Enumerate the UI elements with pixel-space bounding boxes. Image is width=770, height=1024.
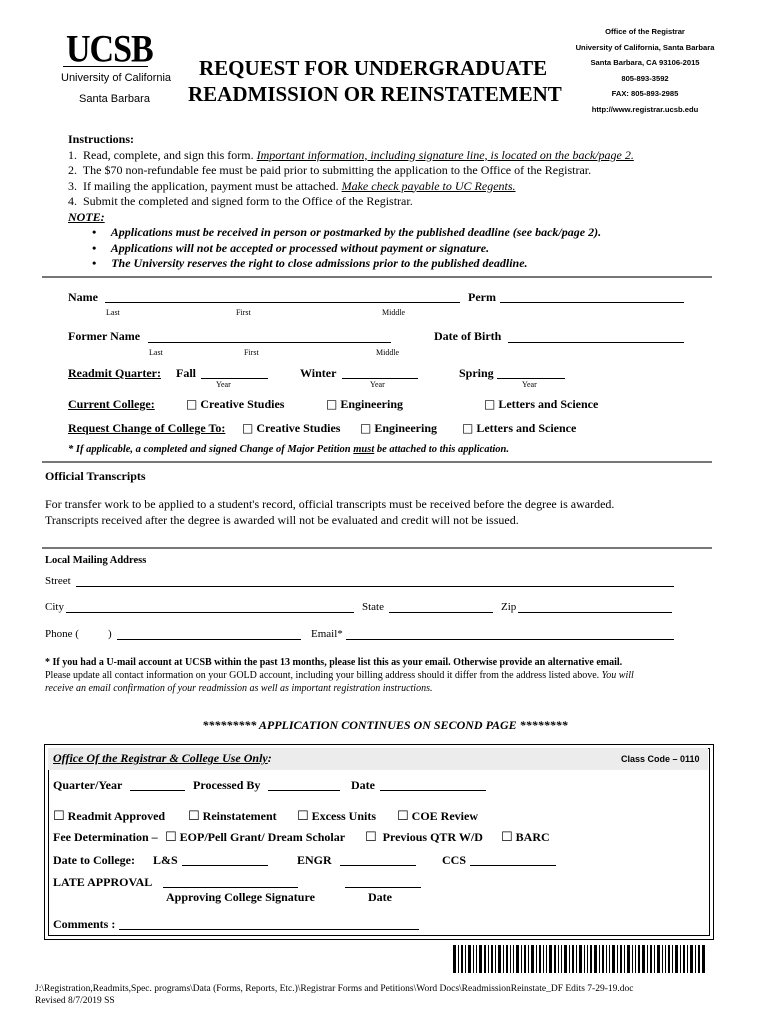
check-payable-note: Make check payable to UC Regents. — [341, 178, 516, 193]
current-letters-science-option[interactable]: □ Letters and Science — [484, 397, 599, 411]
instruction-item: 2. The $70 non-refundable fee must be paid prior to submitting the application to the Office of the Registrar. — [68, 163, 592, 177]
processed-by-label: Processed By — [193, 778, 261, 792]
date-field[interactable] — [380, 790, 486, 791]
registrar-contact — [560, 24, 730, 117]
first-caption: First — [236, 308, 251, 317]
checkbox-icon[interactable]: □ — [462, 421, 474, 435]
office-university: University of California, Santa Barbara — [575, 42, 715, 52]
year-caption: Year — [370, 380, 385, 389]
checkbox-icon[interactable]: ☐ — [501, 830, 513, 845]
previous-qtr-option[interactable]: ☐ Previous QTR W/D — [365, 830, 483, 845]
checkbox-icon[interactable]: □ — [326, 397, 338, 411]
major-petition-note: * If applicable, a completed and signed Change of Major Petition must be attached to this application. — [68, 444, 510, 455]
winter-year-field[interactable] — [342, 378, 418, 379]
instruction-item: 1. Read, complete, and sign this form. Important information, including signature line, is located on the back/page 2. — [68, 147, 634, 162]
quarter-year-field[interactable] — [130, 790, 185, 791]
transcripts-text: For transfer work to be applied to a student's record, official transcripts must be received before the degree is awarded. Transcripts received after the degree is awarded will not be evaluated and credit will not be issued. — [45, 497, 615, 527]
note-label: NOTE: — [68, 209, 105, 224]
approval-date-caption: Date — [368, 890, 392, 904]
dob-label: Date of Birth — [434, 329, 502, 343]
former-name-field[interactable] — [148, 342, 391, 343]
current-college-label: Current College: — [68, 397, 155, 411]
checkbox-icon[interactable]: ☐ — [397, 809, 409, 824]
note-item: • Applications will not be accepted or processed without payment or signature. — [92, 240, 490, 255]
comments-field[interactable] — [119, 929, 419, 930]
note-item: • Applications must be received in person or postmarked by the published deadline (see back/page 2). — [92, 225, 602, 239]
approval-date-field[interactable] — [345, 887, 421, 888]
divider — [42, 276, 712, 278]
instructions-section — [68, 132, 728, 272]
form-title-line1: REQUEST FOR UNDERGRADUATE — [199, 56, 548, 80]
form-title-line2: READMISSION OR REINSTATEMENT — [188, 82, 562, 106]
zip-field[interactable] — [518, 612, 672, 613]
office-url: http://www.registrar.ucsb.edu — [591, 104, 699, 114]
checkbox-icon[interactable]: ☐ — [297, 809, 309, 824]
office-use-heading: Office Of the Registrar & College Use Only: — [53, 751, 272, 765]
last-caption: Last — [106, 308, 120, 317]
class-code: Class Code – 0110 — [621, 754, 700, 764]
divider — [42, 547, 712, 549]
ccs-field[interactable] — [470, 865, 556, 866]
email-field[interactable] — [346, 639, 674, 640]
late-approval-label: LATE APPROVAL — [53, 875, 153, 889]
back-page-note: Important information, including signature line, is located on the back/page 2. — [256, 147, 634, 162]
office-phone: 805-893-3592 — [621, 73, 669, 83]
zip-label: Zip — [501, 601, 517, 613]
date-to-college-label: Date to College: — [53, 853, 135, 867]
transcripts-heading: Official Transcripts — [45, 469, 146, 483]
middle-caption: Middle — [382, 308, 406, 317]
name-field[interactable] — [105, 302, 460, 303]
office-name: Office of the Registrar — [605, 27, 685, 36]
quarter-year-label: Quarter/Year — [53, 778, 123, 792]
instructions-heading: Instructions: — [68, 132, 135, 146]
phone-paren: ) — [108, 628, 112, 640]
fee-determination-label: Fee Determination – — [53, 830, 158, 844]
name-label: Name — [68, 290, 98, 304]
first-caption: First — [244, 348, 259, 357]
divider — [42, 461, 712, 463]
state-label: State — [362, 601, 384, 613]
former-name-label: Former Name — [68, 329, 141, 343]
checkbox-icon[interactable]: □ — [360, 421, 372, 435]
engr-field[interactable] — [340, 865, 416, 866]
continues-note: ********* APPLICATION CONTINUES ON SECOND PAGE ******** — [202, 718, 568, 732]
ls-field[interactable] — [182, 865, 268, 866]
checkbox-icon[interactable]: ☐ — [53, 809, 65, 824]
change-college-label: Request Change of College To: — [68, 421, 226, 435]
state-field[interactable] — [389, 612, 493, 613]
instruction-item: 3. If mailing the application, payment must be attached. Make check payable to UC Regents. — [68, 178, 516, 193]
ccs-label: CCS — [442, 853, 467, 867]
footer — [35, 983, 755, 1007]
email-label: Email* — [311, 628, 343, 640]
coe-review-option[interactable]: ☐ COE Review — [397, 809, 478, 824]
barc-option[interactable]: ☐ BARC — [501, 830, 550, 845]
change-creative-studies-option[interactable]: □ Creative Studies — [242, 421, 341, 435]
campus-name: Santa Barbara — [79, 93, 150, 105]
office-address: Santa Barbara, CA 93106-2015 — [590, 58, 700, 67]
approving-signature-caption: Approving College Signature — [166, 890, 315, 904]
dob-field[interactable] — [508, 342, 684, 343]
last-caption: Last — [149, 348, 163, 357]
ucsb-logo: UCSB — [66, 28, 153, 71]
processed-by-field[interactable] — [268, 790, 340, 791]
perm-field[interactable] — [500, 302, 684, 303]
date-label: Date — [351, 778, 375, 792]
fall-label: Fall — [176, 366, 196, 380]
checkbox-icon[interactable]: □ — [186, 397, 198, 411]
current-engineering-option[interactable]: □ Engineering — [326, 397, 404, 411]
instruction-item: 4. Submit the completed and signed form to the Office of the Registrar. — [68, 194, 413, 208]
reinstatement-option[interactable]: ☐ Reinstatement — [188, 809, 277, 824]
fall-year-field[interactable] — [201, 378, 268, 379]
bullet-icon: • — [92, 225, 97, 239]
readmit-approved-option[interactable]: ☐ Readmit Approved — [53, 809, 166, 824]
eop-option[interactable]: ☐ EOP/Pell Grant/ Dream Scholar — [165, 830, 346, 845]
logo-underline — [63, 66, 148, 67]
change-engineering-option[interactable]: □ Engineering — [360, 421, 438, 435]
bullet-icon: • — [92, 256, 97, 270]
checkbox-icon[interactable]: ☐ — [365, 830, 377, 845]
note-item: • The University reserves the right to close admissions prior to the published deadline. — [92, 256, 528, 270]
readmit-quarter-label: Readmit Quarter: — [68, 366, 161, 380]
barcode-image — [453, 945, 705, 973]
street-field[interactable] — [76, 586, 674, 587]
year-caption: Year — [522, 380, 537, 389]
checkbox-icon[interactable]: ☐ — [165, 830, 177, 845]
middle-caption: Middle — [376, 348, 400, 357]
bullet-icon: • — [92, 240, 97, 255]
change-letters-science-option[interactable]: □ Letters and Science — [462, 421, 577, 435]
engr-label: ENGR — [297, 853, 332, 867]
city-label: City — [45, 601, 64, 613]
checkbox-icon[interactable]: □ — [484, 397, 496, 411]
phone-field[interactable] — [117, 639, 301, 640]
approving-signature-field[interactable] — [163, 887, 298, 888]
mailing-heading: Local Mailing Address — [45, 555, 147, 566]
perm-label: Perm — [468, 290, 496, 304]
city-field[interactable] — [66, 612, 354, 613]
winter-label: Winter — [300, 366, 337, 380]
ls-label: L&S — [153, 853, 178, 867]
comments-label: Comments : — [53, 917, 116, 931]
current-creative-studies-option[interactable]: □ Creative Studies — [186, 397, 285, 411]
spring-year-field[interactable] — [497, 378, 565, 379]
checkbox-icon[interactable]: ☐ — [188, 809, 200, 824]
spring-label: Spring — [459, 366, 494, 380]
revision-note: Revised 8/7/2019 SS — [35, 996, 115, 1006]
university-name: University of California — [61, 72, 172, 84]
office-fax: FAX: 805-893-2985 — [611, 89, 679, 98]
umail-note: * If you had a U-mail account at UCSB within the past 13 months, please list this as your email. Otherwise provide an alternative email. Please update all contact information on your GOLD account, including your billing address should it differ from the address listed above. You will receive an email confirmation of your readmission as well as important registration instructions. — [45, 657, 634, 694]
checkbox-icon[interactable]: □ — [242, 421, 254, 435]
year-caption: Year — [216, 380, 231, 389]
phone-label: Phone ( — [45, 628, 79, 640]
file-path: J:\Registration,Readmits,Spec. programs\Data (Forms, Reports, Etc.)\Registrar Forms and Petitions\Word Docs\ReadmissionReinstate_DF Edits 7-29-19.doc — [35, 984, 634, 994]
excess-units-option[interactable]: ☐ Excess Units — [297, 809, 376, 824]
street-label: Street — [45, 575, 71, 587]
